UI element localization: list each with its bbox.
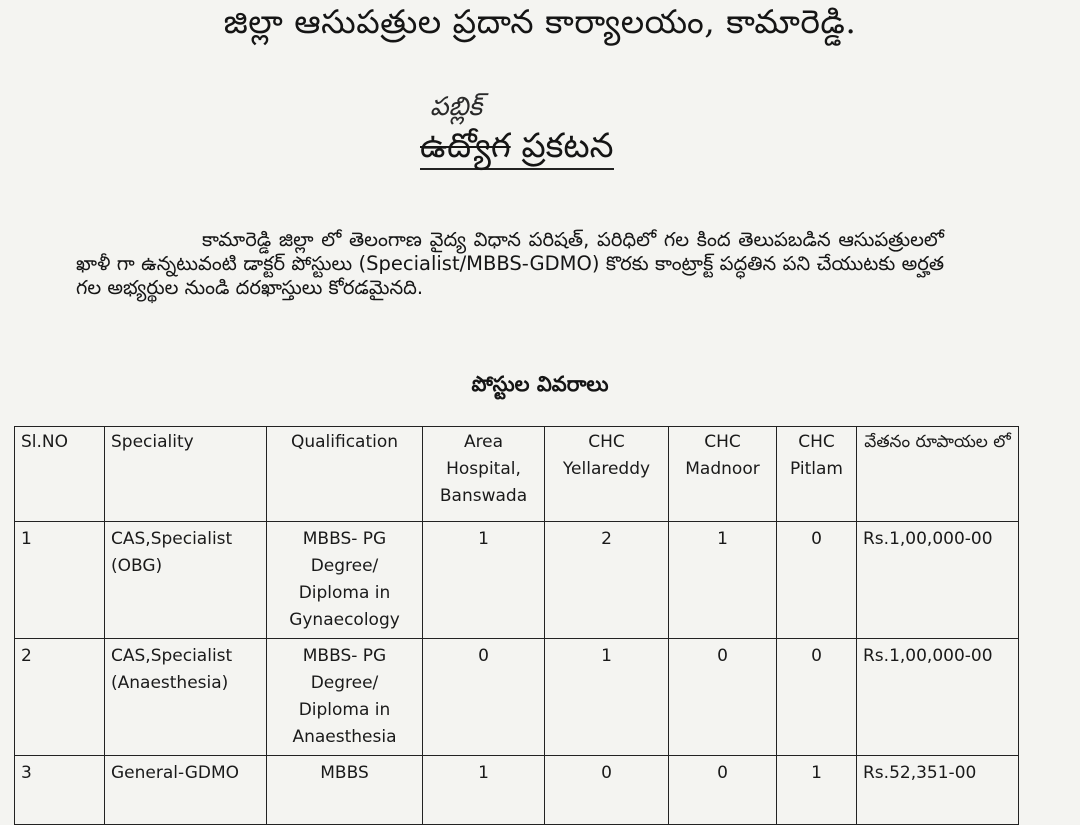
table-row (15, 522, 1019, 639)
header-qualification: Qualification (267, 427, 423, 522)
cell-chc-madnoor: 0 (669, 639, 777, 756)
cell-qualification: MBBS- PG Degree/ Diploma in Anaesthesia (267, 639, 423, 756)
notice-body: కామారెడ్డి జిల్లా లో తెలంగాణ వైద్య విధాన పరిషత్, పరిధిలో గల కింద తెలుపబడిన ఆసుపత్రులలో ఖాళీ గా ఉన్నటువంటి డాక్టర్ పోస్టులు (Specialist/MBBS-GDMO) కొరకు కాంట్రాక్ట్ పద్ధతిన పని చేయుటకు అర్హత గల అభ్యర్థుల నుండి దరఖాస్తులు కోరడమైనది. (76, 228, 944, 299)
posts-table (14, 426, 1019, 825)
cell-area-hospital: 1 (423, 756, 545, 825)
cell-qualification: MBBS (267, 756, 423, 825)
header-slno: Sl.NO (15, 427, 105, 522)
cell-qualification: MBBS- PG Degree/ Diploma in Gynaecology (267, 522, 423, 639)
table-header-row (15, 427, 1019, 522)
cell-chc-pitlam: 0 (777, 639, 857, 756)
posts-heading: పోస్టుల వివరాలు (471, 372, 609, 396)
cell-chc-pitlam: 0 (777, 522, 857, 639)
cell-salary: Rs.52,351-00 (857, 756, 1019, 825)
cell-speciality: CAS,Specialist (OBG) (105, 522, 267, 639)
table-row (15, 639, 1019, 756)
cell-speciality: General-GDMO (105, 756, 267, 825)
cell-chc-madnoor: 1 (669, 522, 777, 639)
cell-salary: Rs.1,00,000-00 (857, 639, 1019, 756)
header-speciality: Speciality (105, 427, 267, 522)
cell-chc-madnoor: 0 (669, 756, 777, 825)
handwritten-correction: పబ్లిక్ (430, 92, 483, 122)
cell-slno: 2 (15, 639, 105, 756)
notice-heading (420, 126, 614, 174)
cell-salary: Rs.1,00,000-00 (857, 522, 1019, 639)
cell-slno: 3 (15, 756, 105, 825)
header-chc-madnoor: CHC Madnoor (669, 427, 777, 522)
cell-chc-yellareddy: 1 (545, 639, 669, 756)
cell-area-hospital: 0 (423, 639, 545, 756)
cell-area-hospital: 1 (423, 522, 545, 639)
table-row (15, 756, 1019, 825)
cell-chc-yellareddy: 0 (545, 756, 669, 825)
cell-chc-yellareddy: 2 (545, 522, 669, 639)
header-chc-yellareddy: CHC Yellareddy (545, 427, 669, 522)
cell-chc-pitlam: 1 (777, 756, 857, 825)
cell-speciality: CAS,Specialist (Anaesthesia) (105, 639, 267, 756)
header-area-hospital: Area Hospital, Banswada (423, 427, 545, 522)
header-salary: వేతనం రూపాయల లో (857, 427, 1019, 522)
office-title: జిల్లా ఆసుపత్రుల ప్రదాన కార్యాలయం, కామారెడ్డి. (223, 2, 857, 41)
cell-slno: 1 (15, 522, 105, 639)
heading-word: ప్రకటన (521, 126, 614, 166)
struck-word: ఉద్యోగ (420, 126, 511, 166)
header-chc-pitlam: CHC Pitlam (777, 427, 857, 522)
